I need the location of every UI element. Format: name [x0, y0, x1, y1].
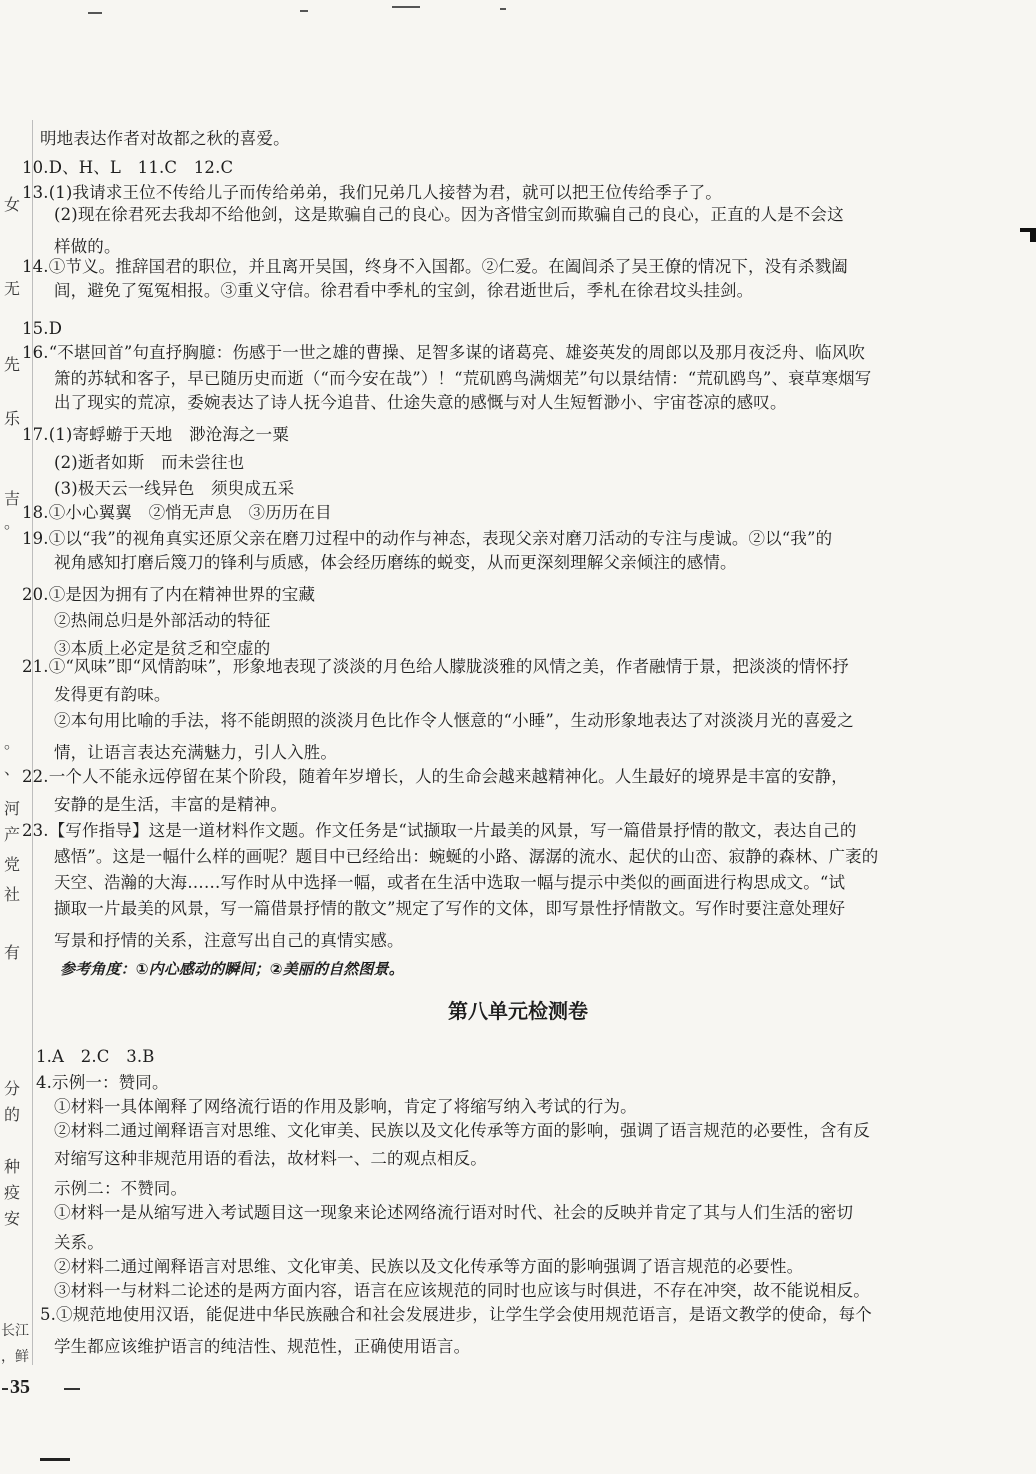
edge-char-fragment: 的 [3, 1105, 20, 1124]
edge-char-fragment: 吉 [3, 489, 20, 508]
edge-char-fragment: 、 [3, 759, 20, 778]
answer-line: ③本质上必定是贫乏和空虚的 [54, 639, 271, 658]
edge-char-fragment: 安 [3, 1209, 20, 1228]
answer-line: 撷取一片最美的风景，写一篇借景抒情的散文”规定了写作的文体，即写景性抒情散文。写作时要注意处理好 [54, 899, 846, 918]
edge-tab-mark [1030, 232, 1036, 242]
reference-angle-note: 参考角度：①内心感动的瞬间；②美丽的自然图景。 [60, 960, 404, 978]
answer-line: ②本句用比喻的手法，将不能朗照的淡淡月色比作令人惬意的“小睡”，生动形象地表达了对淡淡月光的喜爱之 [54, 711, 854, 730]
answer-line: 17.(1)寄蜉蝣于天地 渺沧海之一粟 [22, 425, 289, 444]
edge-char-fragment: 女 [3, 195, 20, 214]
answer-line: 箫的苏轼和客子，早已随历史而逝（“而今安在哉”）！“荒矶鸥鸟满烟芜”句以景结情：“荒矶鸥鸟”、衰草寒烟写 [54, 369, 872, 388]
answer-line: 发得更有韵味。 [54, 685, 171, 704]
answer-line: (3)极天云一线异色 须臾成五采 [54, 479, 295, 498]
scan-mark [392, 6, 420, 8]
left-gutter-rule [32, 120, 33, 1365]
edge-char-fragment: 疫 [3, 1183, 20, 1202]
answer-line: 16.“不堪回首”句直抒胸臆：伤感于一世之雄的曹操、足智多谋的诸葛亮、雄姿英发的周郎以及那月夜泛舟、临风吹 [22, 343, 866, 362]
scan-mark [500, 8, 506, 10]
scan-mark [40, 1458, 70, 1461]
edge-char-fragment: 先 [3, 355, 20, 374]
answer-line: 对缩写这种非规范用语的看法，故材料一、二的观点相反。 [54, 1149, 487, 1168]
answer-line: 4.示例一：赞同。 [36, 1073, 169, 1092]
answer-line: 23.【写作指导】这是一道材料作文题。作文任务是“试撷取一片最美的风景，写一篇借景抒情的散文，表达自己的 [22, 821, 857, 840]
answer-line: 闾，避免了冤冤相报。③重义守信。徐君看中季札的宝剑，徐君逝世后，季札在徐君坟头挂剑。 [54, 281, 754, 300]
answer-line: 1.A 2.C 3.B [36, 1047, 155, 1066]
answer-line: ②材料二通过阐释语言对思维、文化审美、民族以及文化传承等方面的影响强调了语言规范的必要性。 [54, 1257, 804, 1276]
answer-line: ③材料一与材料二论述的是两方面内容，语言在应该规范的同时也应该与时俱进，不存在冲突，故不能说相反。 [54, 1281, 870, 1300]
answer-line: 安静的是生活，丰富的是精神。 [54, 795, 288, 814]
scan-mark [88, 12, 102, 14]
answer-line: 天空、浩瀚的大海……写作时从中选择一幅，或者在生活中选取一幅与提示中类似的画面进行构思成文。“试 [54, 873, 846, 892]
edge-char-fragment: 产 [3, 825, 20, 844]
answer-line: 学生都应该维护语言的纯洁性、规范性，正确使用语言。 [54, 1337, 471, 1356]
answer-line: 出了现实的荒凉，委婉表达了诗人抚今追昔、仕途失意的感慨与对人生短暂渺小、宇宙苍凉的感叹。 [54, 393, 787, 412]
edge-char-fragment: 。 [3, 513, 20, 532]
answer-line: 10.D、H、L 11.C 12.C [22, 158, 234, 177]
answer-line: (2)现在徐君死去我却不给他剑，这是欺骗自己的良心。因为吝惜宝剑而欺骗自己的良心，正直的人是不会这 [54, 205, 844, 224]
answer-line: 情，让语言表达充满魅力，引人入胜。 [54, 743, 338, 762]
page-number-dash [2, 1388, 8, 1390]
answer-line: 15.D [22, 319, 63, 338]
edge-char-fragment: 党 [3, 855, 20, 874]
edge-char-fragment: 乐 [3, 409, 20, 428]
edge-char-fragment: 河 [3, 799, 20, 818]
edge-char-fragment: 社 [3, 885, 20, 904]
answer-line: 19.①以“我”的视角真实还原父亲在磨刀过程中的动作与神态，表现父亲对磨刀活动的专注与虔诚。②以“我”的 [22, 529, 833, 548]
page-number: 35 [10, 1376, 30, 1398]
answer-line: ②热闹总归是外部活动的特征 [54, 611, 271, 630]
edge-char-fragment: 。 [3, 733, 20, 752]
answer-line: 写景和抒情的关系，注意写出自己的真情实感。 [54, 931, 404, 950]
edge-char-fragment: 有 [3, 943, 20, 962]
answer-line: 样做的。 [54, 237, 121, 256]
answer-line: 14.①节义。推辞国君的职位，并且离开吴国，终身不入国都。②仁爱。在阖闾杀了吴王僚的情况下，没有杀戮阖 [22, 257, 848, 276]
answer-line: 20.①是因为拥有了内在精神世界的宝藏 [22, 585, 316, 604]
answer-line: 关系。 [54, 1233, 104, 1252]
answer-line: 感悟”。这是一幅什么样的画呢？题目中已经给出：蜿蜒的小路、潺潺的流水、起伏的山峦、寂静的森林、广袤的 [54, 847, 879, 866]
answer-line: 18.①小心翼翼 ②悄无声息 ③历历在目 [22, 503, 332, 522]
edge-char-fragment: 分 [3, 1079, 20, 1098]
answer-line: ①材料一是从缩写进入考试题目这一现象来论述网络流行语对时代、社会的反映并肯定了其与人们生活的密切 [54, 1203, 854, 1222]
answer-line: ①材料一具体阐释了网络流行语的作用及影响，肯定了将缩写纳入考试的行为。 [54, 1097, 637, 1116]
section-heading: 第八单元检测卷 [448, 999, 588, 1023]
answer-line: 示例二：不赞同。 [54, 1179, 188, 1198]
edge-char-fragment: 无 [3, 279, 20, 298]
answer-line: 视角感知打磨后篾刀的锋利与质感，体会经历磨练的蜕变，从而更深刻理解父亲倾注的感情。 [54, 553, 737, 572]
answer-line: ②材料二通过阐释语言对思维、文化审美、民族以及文化传承等方面的影响，强调了语言规范的必要性，含有反 [54, 1121, 870, 1140]
answer-line: 13.(1)我请求王位不传给儿子而传给弟弟，我们兄弟几人接替为君，就可以把王位传给季子了。 [22, 183, 722, 202]
scan-mark [300, 10, 308, 12]
answer-line: 22.一个人不能永远停留在某个阶段，随着年岁增长，人的生命会越来越精神化。人生最好的境界是丰富的安静， [22, 767, 848, 786]
edge-char-fragment: 种 [3, 1157, 20, 1176]
answer-line: 明地表达作者对故都之秋的喜爱。 [40, 129, 290, 148]
answer-line: 21.①“风味”即“风情韵味”，形象地表现了淡淡的月色给人朦胧淡雅的风情之美，作者融情于景，把淡淡的情怀抒 [22, 657, 849, 676]
edge-char-fragment: ，鲜 [1, 1349, 29, 1365]
page-number-dash [64, 1388, 80, 1390]
answer-line: 5.①规范地使用汉语，能促进中华民族融合和社会发展进步，让学生学会使用规范语言，是语文教学的使命，每个 [40, 1305, 872, 1324]
edge-char-fragment: 长江 [1, 1323, 29, 1339]
answer-line: (2)逝者如斯 而未尝往也 [54, 453, 245, 472]
